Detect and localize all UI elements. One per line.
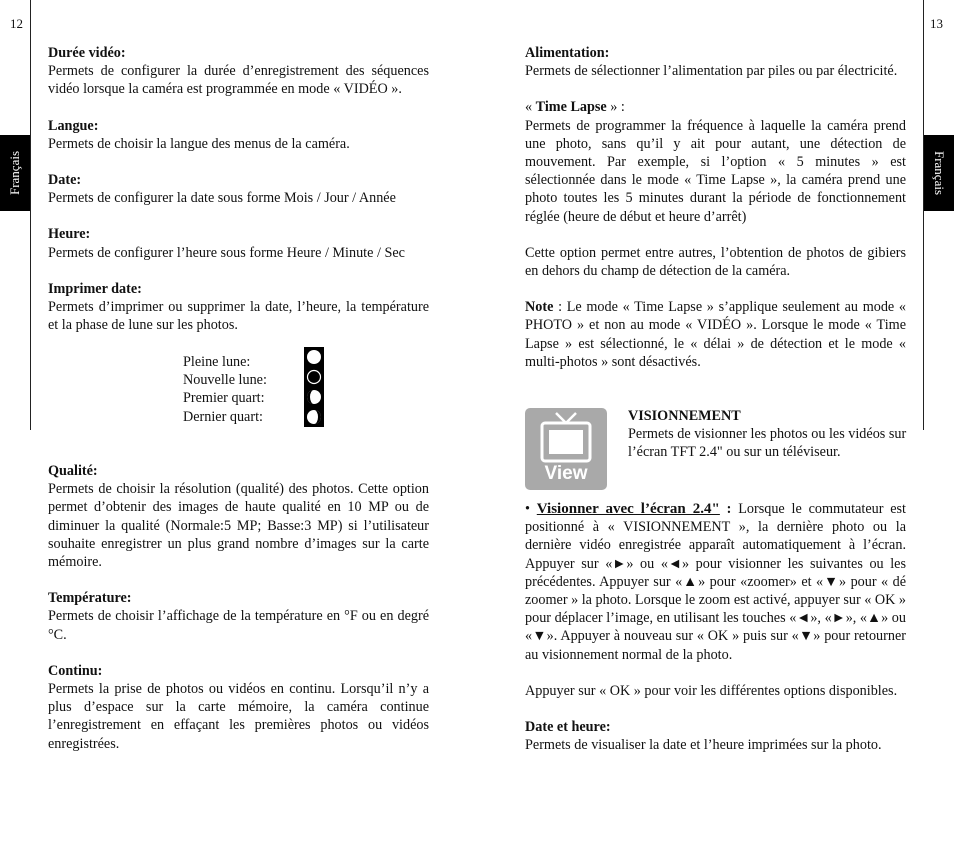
- section-title: Time Lapse: [535, 99, 607, 116]
- left-column-bottom: [48, 462, 429, 771]
- section-body: Permets de choisir la résolution (qualité) des photos. Cette option permet d’obtenir des images de haute qualité en 10 MP ou de diminuer la qualité (Normale:5 MP; Basse:3 MP) si l’utilisateur souhaite enregistrer un plus grand nombre d’images sur la carte mémoire.: [48, 481, 429, 571]
- moon-phase-label: Dernier quart:: [183, 408, 263, 425]
- moon-phase-label: Premier quart:: [183, 390, 265, 407]
- section-title: Qualité:: [48, 463, 98, 479]
- section-body: Permets la prise de photos ou vidéos en continu. Lorsqu’il n’y a plus d’espace sur la carte mémoire, la caméra continue l’enregistrement en effaçant les premières photos ou vidéos enregistrées.: [48, 681, 429, 752]
- page-number-left: 12: [10, 16, 23, 31]
- moon-phase-label: Nouvelle lune:: [183, 372, 267, 389]
- section-body: Permets de sélectionner l’alimentation par piles ou par électricité.: [525, 63, 898, 80]
- language-tab-label: Français: [7, 150, 23, 196]
- last-quarter-icon: [307, 410, 321, 424]
- full-moon-icon: [307, 350, 321, 364]
- language-tab-label: Français: [932, 150, 948, 196]
- quote-close: » :: [606, 99, 625, 116]
- moon-phase-icons: [304, 347, 324, 427]
- right-column-top: [525, 44, 906, 389]
- moon-phase-list: [183, 353, 267, 426]
- colon: :: [719, 501, 732, 517]
- section-body: Permets de visualiser la date et l’heure imprimées sur la photo.: [525, 737, 882, 754]
- left-margin-rule: [30, 0, 31, 430]
- section-imprimer-date: [48, 280, 429, 335]
- section-temperature: [48, 589, 429, 644]
- section-langue: [48, 117, 429, 153]
- section-ok: [525, 682, 906, 700]
- section-ecran: [525, 500, 906, 664]
- section-title: Visionner avec l’écran 2.4": [536, 501, 720, 517]
- language-tab-left: [0, 135, 30, 211]
- left-column-top: [48, 44, 429, 352]
- section-body: Permets de choisir la langue des menus de la caméra.: [48, 135, 350, 152]
- section-note: [525, 298, 906, 371]
- section-title: VISIONNEMENT: [628, 408, 741, 424]
- section-body: Permets de configurer l’heure sous forme Heure / Minute / Sec: [48, 244, 405, 261]
- right-margin-rule: [923, 0, 924, 430]
- section-body: Permets de configurer la date sous forme Mois / Jour / Année: [48, 190, 396, 207]
- section-alimentation: [525, 44, 906, 80]
- section-title: Durée vidéo:: [48, 45, 126, 61]
- section-title: Date et heure:: [525, 719, 611, 736]
- bullet: •: [525, 501, 537, 517]
- section-body: Appuyer sur « OK » pour voir les différentes options disponibles.: [525, 682, 898, 699]
- section-title: Alimentation:: [525, 45, 610, 61]
- section-body: Permets de visionner les photos ou les vidéos sur l’écran TFT 2.4" ou sur un téléviseur.: [628, 426, 907, 461]
- section-duree-video: [48, 44, 429, 99]
- section-title: Date:: [48, 172, 82, 189]
- note-label: Note: [525, 299, 554, 316]
- section-body: Lorsque le commutateur est positionné à « VISIONNEMENT », la dernière photo ou la dernière vidéo enregistrée apparaît automatiquement à l’écran. Appuyer sur «►» ou «◄» pour visionner les suivantes ou les précédentes. Appuyer sur «▲» pour «zoomer» et «▼» pour « dé zoomer » la photo. Lorsque le zoom est activé, appuyer sur « OK » pour déplacer l’image, en utilisant les touches «◄», «►», «▲» ou «▼». Appuyer à nouveau sur « OK » puis sur «▼» pour retourner au visionnement normal de la photo.: [525, 501, 906, 663]
- note-body: : Le mode « Time Lapse » s’applique seulement au mode « PHOTO » et non au mode « VIDÉO ». Lorsque le mode « Time Lapse » est sélectionné, le « délai » de détection et le mode « multi-photos » sont désactivés.: [525, 299, 906, 370]
- new-moon-icon: [308, 371, 321, 384]
- section-body: Permets d’imprimer ou supprimer la date, l’heure, la température et la phase de lune sur les photos.: [48, 299, 429, 334]
- section-heure: [48, 225, 429, 261]
- first-quarter-icon: [307, 390, 321, 404]
- view-icon-label: View: [544, 463, 588, 484]
- section-body: Permets de programmer la fréquence à laquelle la caméra prend une photo, sans qu’il y ait pour autant, une détection de mouvement. Par exemple, si l’option « 5 minutes » est sélectionnée dans le mode « Time Lapse », la caméra prend une photo toutes les 5 minutes durant la période de fonctionnement réglée (heure de début et heure d’arrêt): [525, 117, 906, 225]
- section-visionnement: [628, 407, 908, 462]
- quote-open: «: [525, 99, 536, 116]
- section-body: Cette option permet entre autres, l’obtention de photos de gibiers en dehors du champ de détection de la caméra.: [525, 244, 906, 280]
- section-qualite: [48, 462, 429, 571]
- section-body: Permets de configurer la durée d’enregistrement des séquences vidéo lorsque la caméra est programmée en mode « VIDÉO ».: [48, 63, 429, 98]
- section-body: Permets de choisir l’affichage de la température en °F ou en degré °C.: [48, 608, 429, 643]
- section-title: Imprimer date:: [48, 280, 142, 297]
- section-option: [525, 244, 906, 280]
- page-number-right: 13: [930, 16, 943, 31]
- section-title: Heure:: [48, 226, 91, 243]
- section-date: [48, 171, 429, 207]
- language-tab-right: [924, 135, 954, 211]
- section-continu: [48, 662, 429, 753]
- section-time-lapse: [525, 98, 906, 225]
- section-title: Continu:: [48, 662, 103, 679]
- view-icon: [525, 408, 607, 490]
- moon-phase-label: Pleine lune:: [183, 354, 251, 370]
- section-date-heure: [525, 718, 906, 754]
- section-title: Langue:: [48, 117, 99, 134]
- section-title: Température:: [48, 590, 132, 607]
- right-column-bottom: [525, 500, 906, 772]
